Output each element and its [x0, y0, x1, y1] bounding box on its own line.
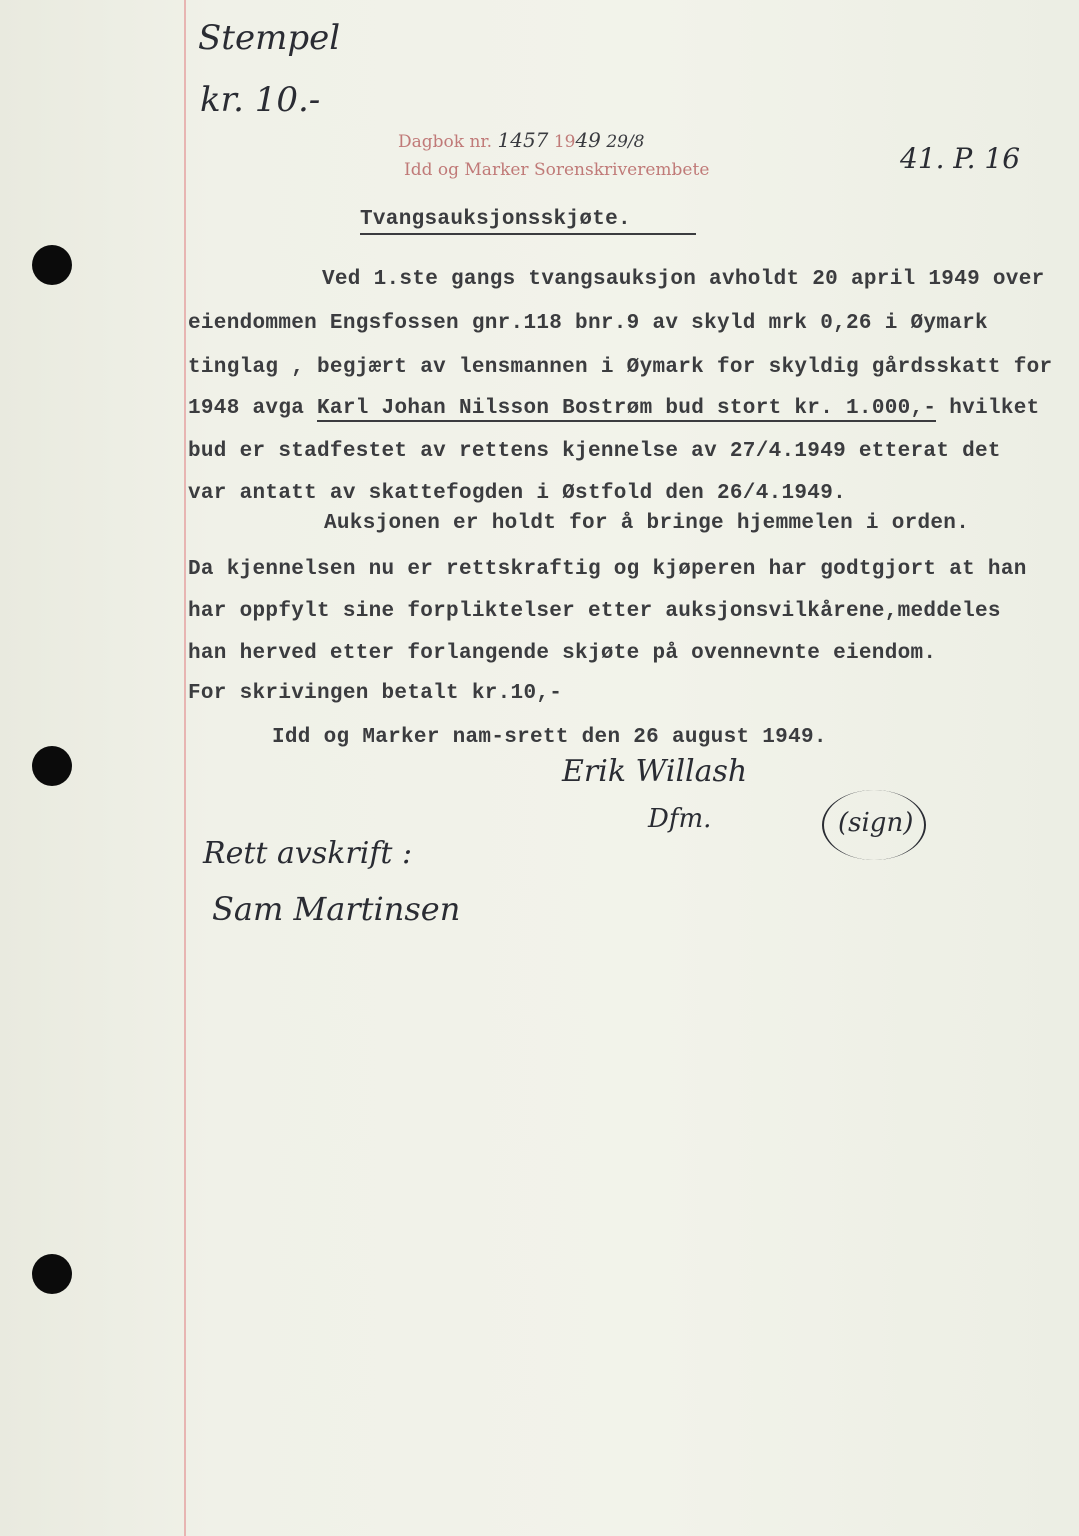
body-line-10: han herved etter forlangende skjøte på ovennevnte eiendom. [188, 642, 937, 665]
punch-hole [32, 1254, 72, 1294]
corner-reference: 41. P. 16 [900, 142, 1021, 175]
buyer-and-bid: Karl Johan Nilsson Bostrøm bud stort kr. 1.000,- [317, 397, 937, 420]
journal-prefix: Dagbok nr. [398, 132, 493, 152]
journal-office: Idd og Marker Sorenskriverembete [404, 160, 710, 180]
body-line-6: var antatt av skattefogden i Østfold den 26/4.1949. [188, 482, 847, 505]
signature-title: Dfm. [648, 804, 712, 834]
place-date-line: Idd og Marker nam-srett den 26 august 1949. [272, 726, 827, 749]
body-line-4-end: hvilket [936, 397, 1040, 420]
journal-year-printed: 19 [553, 132, 576, 152]
certification-label: Rett avskrift : [203, 836, 413, 871]
journal-date: 29/8 [606, 132, 645, 152]
journal-number: 1457 [497, 128, 549, 152]
body-line-1: Ved 1.ste gangs tvangsauksjon avholdt 20 april 1949 over [322, 268, 1045, 291]
body-line-4-start: 1948 avga [188, 397, 318, 420]
body-line-8: Da kjennelsen nu er rettskraftig og kjøperen har godtgjort at han [188, 558, 1027, 581]
document-title: Tvangsauksjonsskjøte. [360, 208, 696, 235]
stamp-duty-amount: kr. 10.- [200, 80, 321, 120]
stamp-duty-label: Stempel [198, 18, 341, 58]
body-line-4 [188, 397, 1040, 420]
signature-name: Erik Willash [562, 754, 748, 789]
body-line-3: tinglag , begjært av lensmannen i Øymark for skyldig gårdsskatt for [188, 356, 1053, 379]
punch-hole [32, 746, 72, 786]
sign-note: (sign) [838, 808, 914, 838]
journal-stamp-line1 [398, 128, 645, 152]
body-line-7: Auksjonen er holdt for å bringe hjemmelen i orden. [324, 512, 970, 535]
punch-hole [32, 245, 72, 285]
certification-name: Sam Martinsen [212, 890, 461, 928]
body-line-9: har oppfylt sine forpliktelser etter auksjonsvilkårene,meddeles [188, 600, 1001, 623]
margin-rule [184, 0, 186, 1536]
body-line-2: eiendommen Engsfossen gnr.118 bnr.9 av skyld mrk 0,26 i Øymark [188, 312, 988, 335]
body-line-11: For skrivingen betalt kr.10,- [188, 682, 563, 705]
journal-year-handwritten: 49 [575, 128, 601, 152]
body-line-5: bud er stadfestet av rettens kjennelse av 27/4.1949 etterat det [188, 440, 1001, 463]
